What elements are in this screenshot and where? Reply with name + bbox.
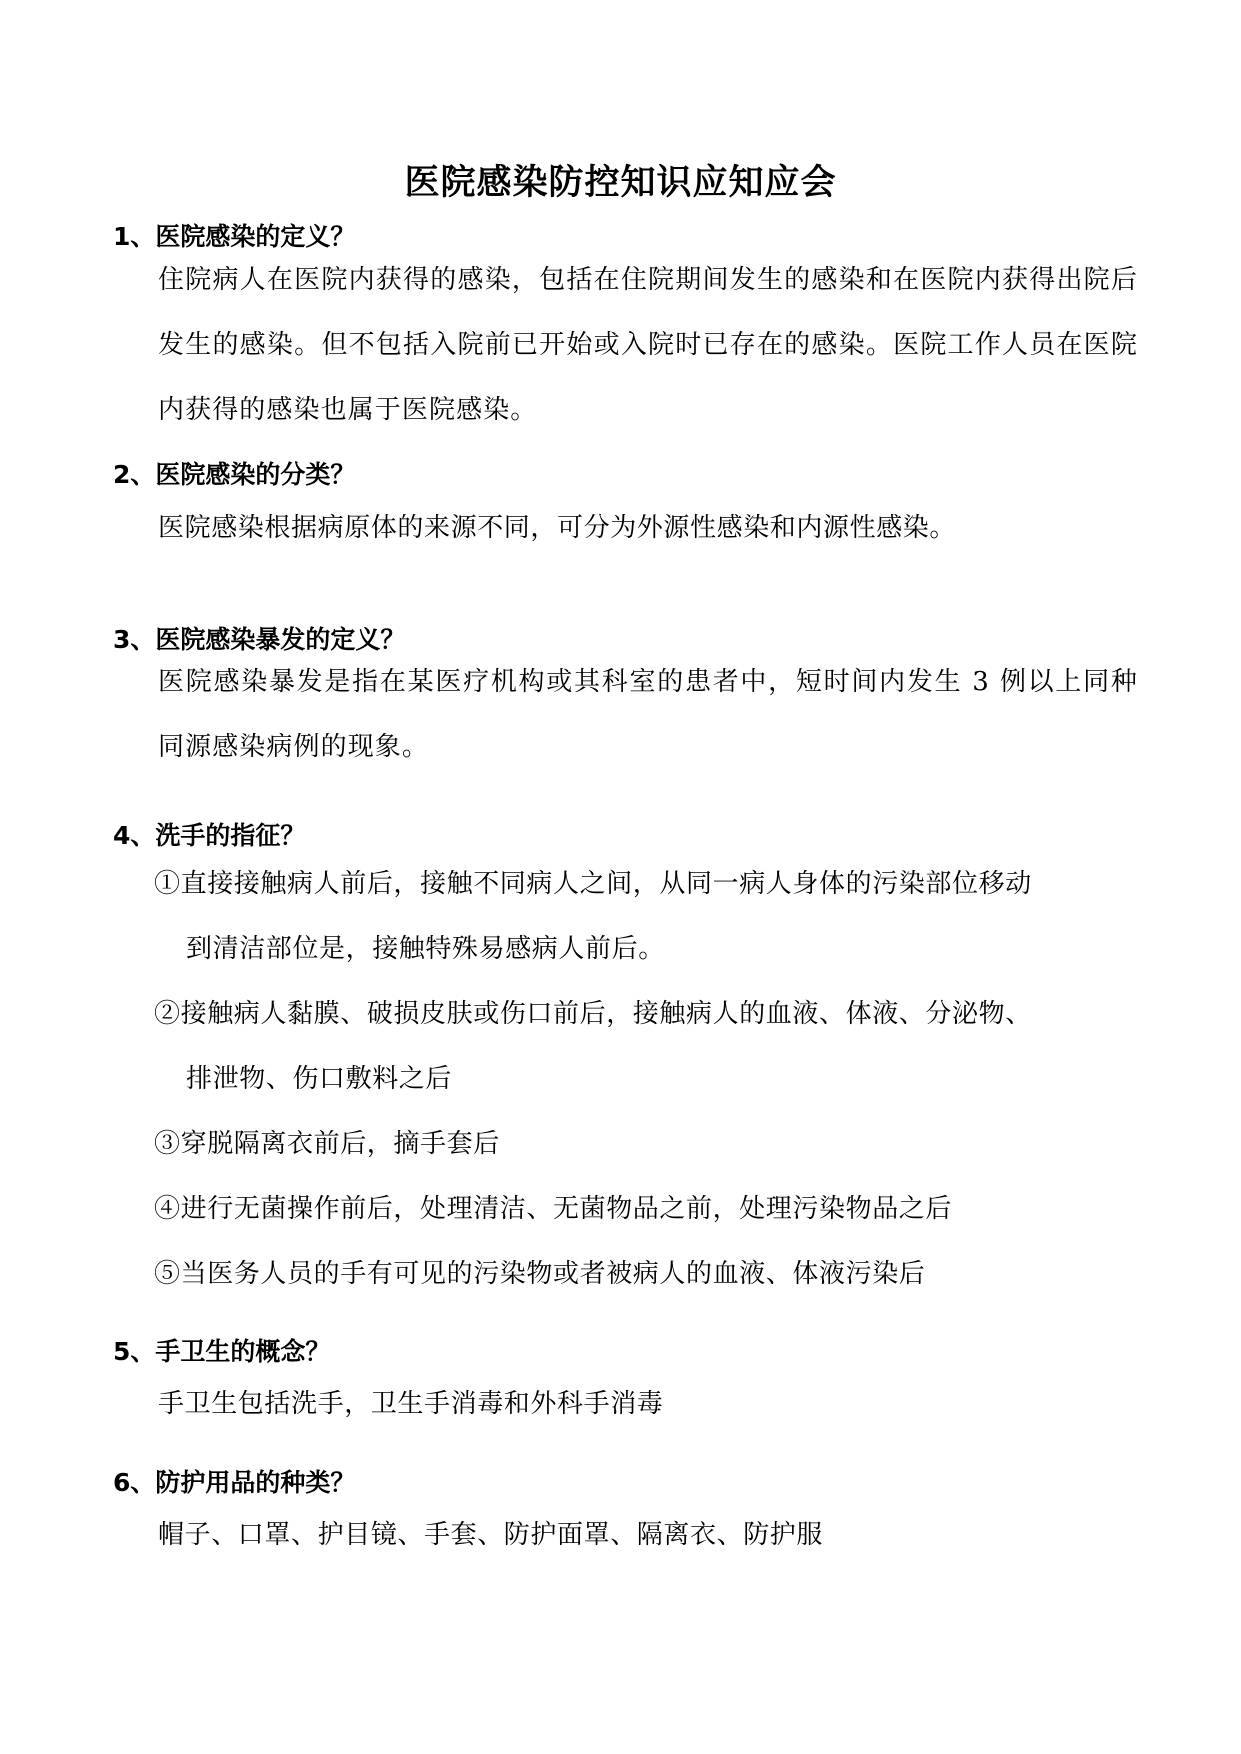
document-title: 医院感染防控知识应知应会 [404,162,837,203]
handwash-item-5: ⑤当医务人员的手有可见的污染物或者被病人的血液、体液污染后 [154,1259,926,1289]
question-2-heading [113,457,355,493]
handwash-item-1-line-1: ①直接接触病人前后，接触不同病人之间，从同一病人身体的污染部位移动 [154,869,1032,899]
question-text: 、医院感染的定义？ [130,222,356,251]
question-number: 2 [113,460,131,489]
question-text: 、防护用品的种类？ [130,1468,356,1497]
answer-3-paragraph: 医院感染暴发是指在某医疗机构或其科室的患者中，短时间内发生 3 例以上同种同源感染病例的现象。 [158,667,1138,762]
question-text: 、洗手的指征？ [130,821,306,850]
answer-2-paragraph: 医院感染根据病原体的来源不同，可分为外源性感染和内源性感染。 [158,513,957,543]
question-6-heading [113,1465,355,1501]
answer-5-paragraph: 手卫生包括洗手，卫生手消毒和外科手消毒 [158,1389,664,1419]
answer-1-paragraph: 住院病人在医院内获得的感染，包括在住院期间发生的感染和在医院内获得出院后发生的感染。但不包括入院前已开始或入院时已存在的感染。医院工作人员在医院内获得的感染也属于医院感染。 [158,265,1138,425]
question-number: 3 [113,625,131,654]
question-number: 1 [113,222,131,251]
handwash-item-1-line-2: 到清洁部位是，接触特殊易感病人前后。 [186,934,665,964]
question-number: 4 [113,821,131,850]
answer-6-paragraph: 帽子、口罩、护目镜、手套、防护面罩、隔离衣、防护服 [158,1520,824,1550]
handwash-item-2-line-1: ②接触病人黏膜、破损皮肤或伤口前后，接触病人的血液、体液、分泌物、 [154,999,1032,1029]
question-text: 、医院感染的分类？ [130,460,356,489]
handwash-item-3: ③穿脱隔离衣前后，摘手套后 [154,1129,500,1159]
question-number: 6 [113,1468,131,1497]
handwash-item-2-line-2: 排泄物、伤口敷料之后 [186,1064,453,1094]
question-5-heading [113,1334,330,1370]
question-text: 、医院感染暴发的定义？ [130,625,406,654]
question-number: 5 [113,1337,131,1366]
question-4-heading [113,818,305,854]
question-text: 、手卫生的概念？ [130,1337,331,1366]
handwash-item-4: ④进行无菌操作前后，处理清洁、无菌物品之前，处理污染物品之后 [154,1194,953,1224]
